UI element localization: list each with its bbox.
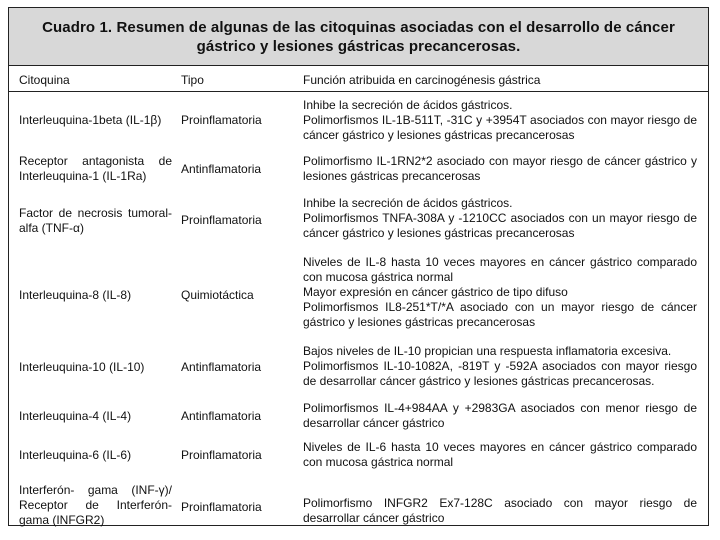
cell-tipo: Antinflamatoria: [181, 409, 262, 423]
cell-funcion: [303, 401, 697, 431]
cell-funcion: [303, 98, 697, 143]
header-citoquina: Citoquina: [19, 73, 70, 87]
cell-funcion: [303, 344, 697, 389]
cell-tipo: Antinflamatoria: [181, 162, 262, 176]
header-tipo: Tipo: [181, 73, 204, 87]
cell-tipo: Proinflamatoria: [181, 213, 262, 227]
funcion-line: Niveles de IL-8 hasta 10 veces mayores en cáncer gástrico comparado con mucosa gástrica normal: [303, 255, 697, 284]
funcion-line: Polimorfismos IL-1B-511T, -31C y +3954T asociados con mayor riesgo de cáncer gástrico y lesiones gástricas precancerosas: [303, 113, 697, 142]
cell-citoquina: Interleuquina-4 (IL-4): [19, 409, 132, 423]
cell-citoquina: Interleuquina-6 (IL-6): [19, 448, 132, 462]
funcion-line: Mayor expresión en cáncer gástrico de tipo difuso: [303, 285, 568, 299]
funcion-line: Inhibe la secreción de ácidos gástricos.: [303, 98, 513, 112]
cell-citoquina: Interleuquina-10 (IL-10): [19, 360, 145, 374]
funcion-line: Inhibe la secreción de ácidos gástricos.: [303, 196, 513, 210]
cell-tipo: Proinflamatoria: [181, 448, 262, 462]
funcion-line: Polimorfismos IL-10-1082A, -819T y -592A asociados con mayor riesgo de desarrollar cáncer gástrico y lesiones gástricas precancerosas.: [303, 359, 697, 388]
funcion-line: Niveles de IL-6 hasta 10 veces mayores en cáncer gástrico comparado con mucosa gástrica normal: [303, 440, 697, 469]
funcion-line: Polimorfismos TNFA-308A y -1210CC asociados con un mayor riesgo de cáncer gástrico y lesiones gástricas precancerosas: [303, 211, 697, 240]
cell-citoquina: Interferón- gama (INF-γ)/ Receptor de Interferón-gama (INFGR2): [19, 483, 172, 527]
cell-citoquina: Interleuquina-8 (IL-8): [19, 288, 132, 302]
cell-funcion: [303, 255, 697, 330]
table-title-box: [9, 8, 708, 66]
cell-tipo: Quimiotáctica: [181, 288, 254, 302]
funcion-line: Polimorfismos IL8-251*T/*A asociado con un mayor riesgo de cáncer gástrico y lesiones gástricas precancerosas: [303, 300, 697, 329]
header-funcion: Función atribuida en carcinogénesis gástrica: [303, 73, 541, 87]
cell-funcion: [303, 196, 697, 241]
cell-funcion: [303, 154, 697, 184]
table-header-row: [9, 68, 708, 92]
table-frame: [8, 7, 709, 526]
cell-funcion: [303, 440, 697, 470]
cell-tipo: Proinflamatoria: [181, 500, 262, 514]
funcion-line: Polimorfismo IL-1RN2*2 asociado con mayor riesgo de cáncer gástrico y lesiones gástricas precancerosas: [303, 154, 697, 183]
cell-citoquina: Factor de necrosis tumoral-alfa (TNF-α): [19, 206, 172, 235]
funcion-line: Polimorfismo INFGR2 Ex7-128C asociado con mayor riesgo de desarrollar cáncer gástrico: [303, 496, 697, 525]
cell-tipo: Proinflamatoria: [181, 113, 262, 127]
cell-citoquina: Receptor antagonista de Interleuquina-1 (IL-1Ra): [19, 154, 172, 183]
funcion-line: Polimorfismos IL-4+984AA y +2983GA asociados con menor riesgo de desarrollar cáncer gástrico: [303, 401, 697, 430]
cell-citoquina: Interleuquina-1beta (IL-1β): [19, 113, 162, 127]
cell-funcion: [303, 496, 697, 526]
table-title: Cuadro 1. Resumen de algunas de las citoquinas asociadas con el desarrollo de cáncer gástrico y lesiones gástricas precancerosas.: [42, 18, 675, 55]
funcion-line: Bajos niveles de IL-10 propician una respuesta inflamatoria excesiva.: [303, 344, 672, 358]
cell-tipo: Antinflamatoria: [181, 360, 262, 374]
